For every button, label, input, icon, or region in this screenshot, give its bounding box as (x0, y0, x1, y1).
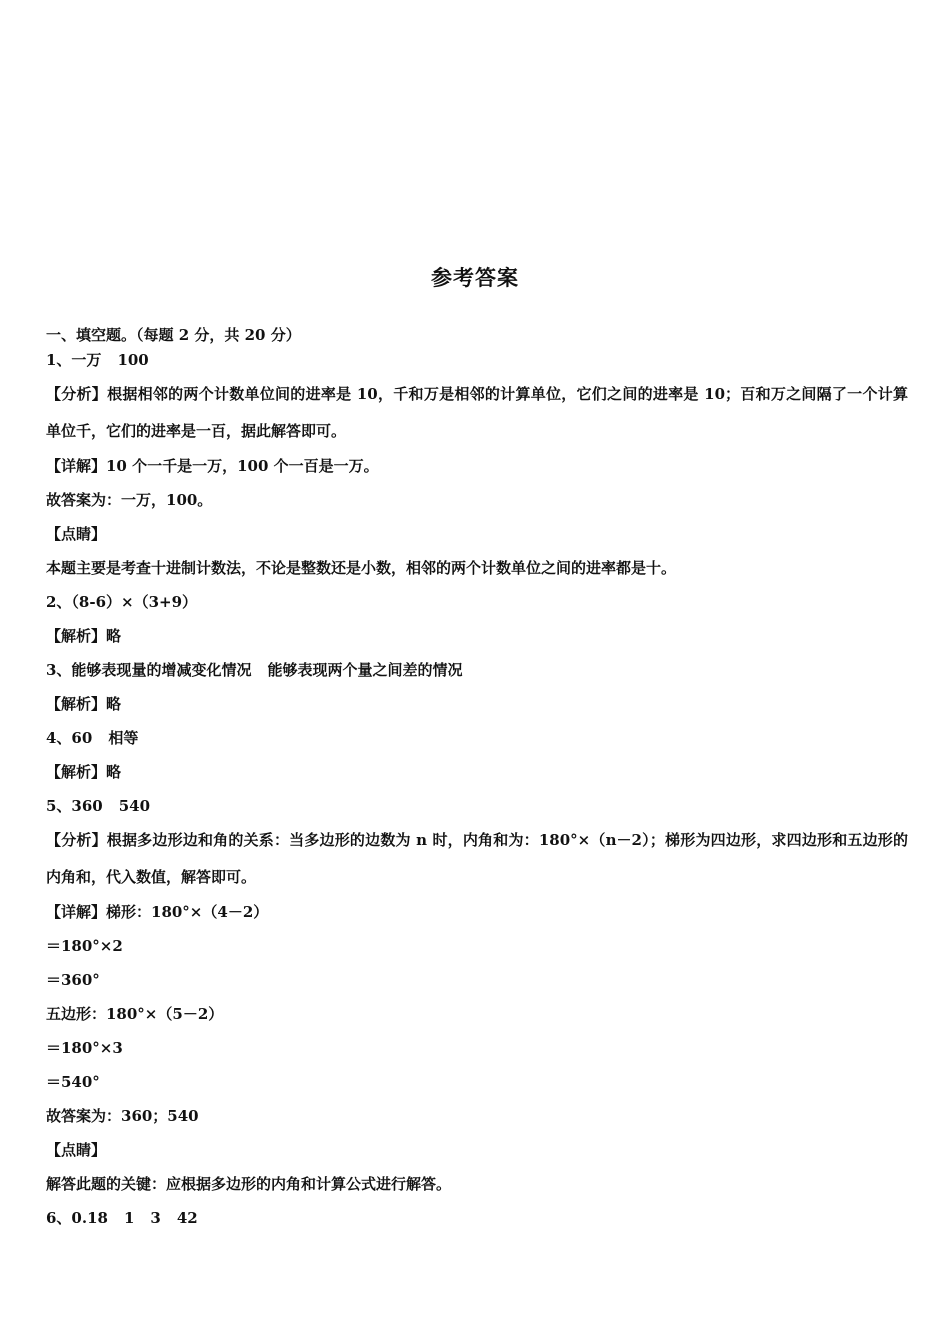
q5-comment: 解答此题的关键：应根据多边形的内角和计算公式进行解答。 (46, 1175, 452, 1193)
q5-analysis: 【分析】根据多边形边和角的关系：当多边形的边数为 n 时，内角和为：180°×（n－2）；梯形为四边形，求四边形和五边形的内角和，代入数值，解答即可。 (46, 831, 908, 886)
q5-detail-4: 五边形：180°×（5－2） (46, 1005, 224, 1023)
q3-answer (46, 659, 908, 681)
q1-detail: 【详解】10 个一千是一万，100 个一百是一万。 (46, 457, 379, 475)
q2-answer: 2、（8-6）×（3+9） (46, 593, 198, 611)
q5-detail-5: ＝180°×3 (46, 1039, 123, 1057)
q3-analysis: 【解析】略 (46, 695, 122, 713)
q3-answer-a: 3、能够表现量的增减变化情况 (46, 661, 252, 679)
q1-answer-val: 100 (117, 351, 149, 369)
q6-answer (46, 1207, 908, 1229)
q1-answer (46, 349, 908, 371)
q5-answer-b: 540 (118, 797, 151, 815)
q5-detail-3: ＝360° (46, 971, 100, 989)
q5-detail-6: ＝540° (46, 1073, 100, 1091)
q5-comment-label: 【点睛】 (46, 1141, 107, 1159)
q1-conclusion: 故答案为：一万，100。 (46, 491, 213, 509)
section-heading: 一、填空题。（每题 2 分，共 20 分） (46, 326, 301, 344)
q1-comment-label: 【点睛】 (46, 525, 107, 543)
q1-answer-num: 1、一万 (46, 351, 102, 369)
q5-detail-2: ＝180°×2 (46, 937, 123, 955)
q6-answer-c: 3 (150, 1209, 161, 1227)
q5-conclusion: 故答案为：360；540 (46, 1107, 199, 1125)
q4-answer-a: 4、60 (46, 729, 93, 747)
q4-answer-b: 相等 (108, 729, 139, 747)
q3-answer-b: 能够表现两个量之间差的情况 (267, 661, 463, 679)
q1-analysis: 【分析】根据相邻的两个计数单位间的进率是 10，千和万是相邻的计算单位，它们之间的进率是 10；百和万之间隔了一个计算单位千，它们的进率是一百，据此解答即可。 (46, 385, 908, 440)
answer-content (46, 324, 908, 1241)
q5-detail-1: 【详解】梯形：180°×（4－2） (46, 903, 269, 921)
q6-answer-a: 6、0.18 (46, 1209, 108, 1227)
q5-answer (46, 795, 908, 817)
page-title: 参考答案 (431, 265, 519, 290)
q5-answer-a: 5、360 (46, 797, 103, 815)
q6-answer-b: 1 (123, 1209, 135, 1227)
q4-analysis: 【解析】略 (46, 763, 122, 781)
q2-analysis: 【解析】略 (46, 627, 122, 645)
q4-answer (46, 727, 908, 749)
q6-answer-d: 42 (176, 1209, 198, 1227)
q1-comment: 本题主要是考查十进制计数法，不论是整数还是小数，相邻的两个计数单位之间的进率都是十。 (46, 559, 677, 577)
